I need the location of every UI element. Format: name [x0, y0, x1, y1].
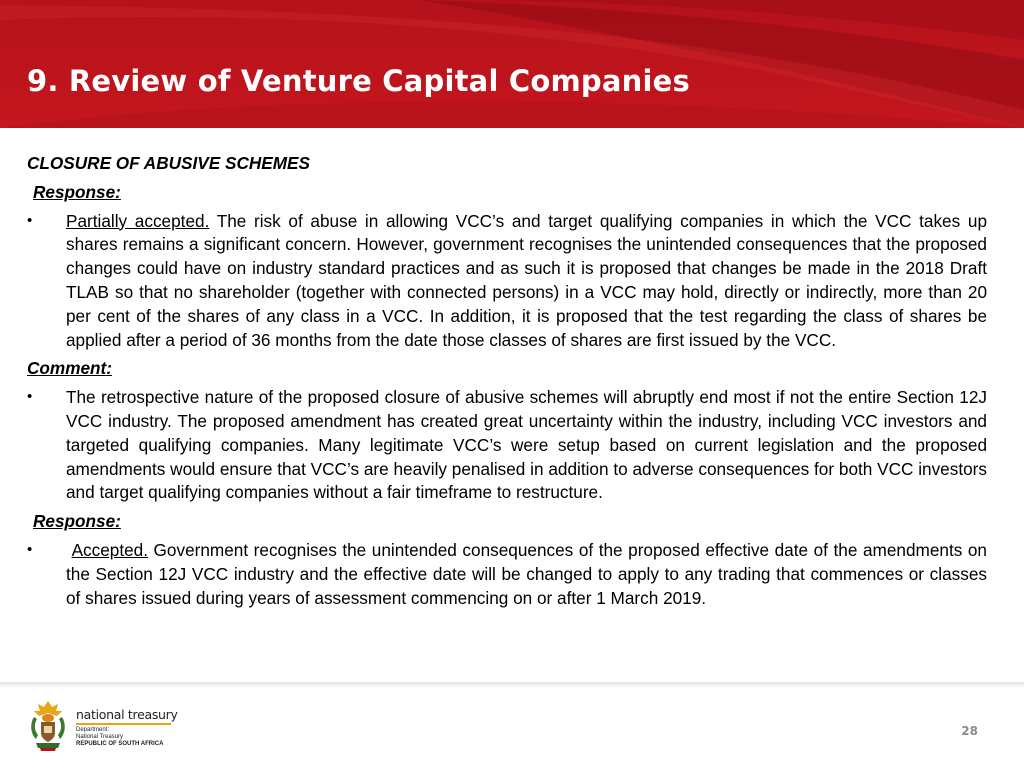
bullet-paragraph	[27, 539, 987, 610]
bullet-glyph: •	[27, 540, 33, 558]
response-status: Partially accepted.	[66, 210, 210, 231]
comment-label	[27, 357, 987, 381]
bullet-glyph: •	[27, 388, 33, 406]
comment-label-text: Comment	[27, 358, 107, 379]
comment-label-colon: :	[106, 358, 112, 379]
bullet-text: The risk of abuse in allowing VCC’s and target qualifying companies in which the VCC takes up shares remains a significant concern. However, government recognises the unintended consequences that the proposed changes could have on industry standard practices and as such it is proposed that changes be made in the 2018 Draft TLAB so that no shareholder (together with connected persons) in a VCC may hold, directly or indirectly, more than 20 per cent of the shares of any class in a VCC. In addition, it is proposed that the test regarding the class of shares be applied after a period of 36 months from the date those classes of shares are first issued by the VCC.	[66, 210, 988, 350]
department-name: National Treasury	[76, 734, 124, 740]
response-status: Accepted.	[71, 539, 148, 560]
department-label: Department:	[76, 727, 110, 733]
response-label: Response:	[33, 181, 121, 202]
country-name: REPUBLIC OF SOUTH AFRICA	[76, 741, 164, 747]
bullet-paragraph	[27, 210, 987, 353]
bullet-text: The retrospective nature of the proposed closure of abusive schemes will abruptly end most if not the entire Section 12J VCC industry. The proposed amendment has created great uncertainty within the industry, including VCC investors and targeted qualifying companies. Many legitimate VCC’s were setup based on current legislation and the proposed amendments would ensure that VCC’s are heavily penalised in addition to adverse consequences for both VCC investors and target qualifying companies without a fair timeframe to restructure.	[66, 387, 987, 503]
bullet-glyph: •	[27, 211, 33, 229]
national-treasury-logo	[28, 699, 178, 753]
page-number: 28	[961, 724, 978, 738]
footer-divider	[0, 682, 1024, 688]
response-label: Response:	[33, 511, 121, 532]
page-title: 9. Review of Venture Capital Companies	[27, 64, 690, 98]
section-heading: CLOSURE OF ABUSIVE SCHEMES	[27, 153, 310, 173]
bullet-paragraph	[27, 386, 987, 505]
bullet-text: Government recognises the unintended consequences of the proposed effective date of the amendments on the Section 12J VCC industry and the effective date will be changed to apply to any trading that commences or classes of shares issued during years of assessment commencing on or after 1 March 2019.	[66, 539, 987, 608]
title-banner	[0, 0, 1024, 128]
slide-body	[27, 152, 987, 615]
brand-rule	[76, 723, 171, 725]
brand-name: national treasury	[76, 707, 178, 722]
coat-of-arms-icon	[28, 699, 68, 753]
